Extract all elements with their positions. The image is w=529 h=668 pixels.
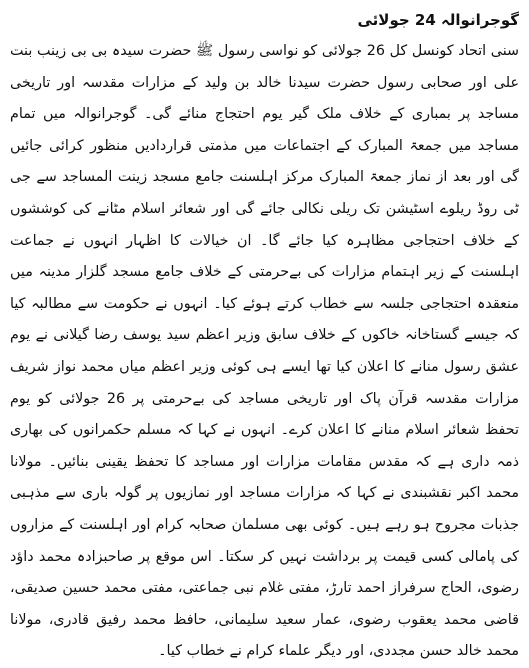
- article-body: سنی اتحاد کونسل کل 26 جولائی کو نواسی رسول ﷺ حضرت سیدہ بی بی زینب بنت علی اور صحابی رسول حضرت سیدنا خالد بن ولید کے مزارات مقدسہ اور تاریخی مساجد پر بمباری کے خلاف ملک گیر یوم احتجاج منائے گی۔ گوجرانوالہ میں تمام مساجد میں جمعۃ المبارک کے اجتماعات میں مذمتی قراردادیں منظور کرائی جائیں گی اور بعد از نماز جمعۃ المبارک مرکز اہلسنت جامع مسجد زینت المساجد سے جی ٹی روڈ ریلوے اسٹیشن تک ریلی نکالی جائے گی اور شعائر اسلام مٹانے کی کوششوں کے خلاف احتجاجی مظاہرہ کیا جائے گا۔ ان خیالات کا اظہار انہوں نے جماعت اہلسنت کے زیر اہتمام مزارات کی بےحرمتی کے خلاف جامع مسجد گلزار مدینہ میں منعقدہ احتجاجی جلسہ سے خطاب کرتے ہوئے کیا۔ انہوں نے حکومت سے مطالبہ کیا کہ جیسے گستاخانہ خاکوں کے خلاف سابق وزیر اعظم سید یوسف رضا گیلانی نے یوم عشق رسول منانے کا اعلان کیا تھا ایسے ہی کوئی وزیر اعظم میاں محمد نواز شریف مزارات مقدسہ قرآن پاک اور تاریخی مساجد کی بےحرمتی پر 26 جولائی کو یوم تحفظ شعائر اسلام منانے کا اعلان کرے۔ انہوں نے کہا کہ مسلم حکمرانوں کی بھاری ذمہ داری ہے کہ مقدس مقامات مزارات اور مساجد کا تحفظ یقینی بنائیں۔ مولانا محمد اکبر نقشبندی نے کہا کہ مزارات مساجد اور نمازیوں پر گولہ باری سے مذہبی جذبات مجروح ہو رہے ہیں۔ کوئی بھی مسلمان صحابہ کرام اور اہلسنت کے مزاروں کی پامالی کسی قیمت پر برداشت نہیں کر سکتا۔ اس موقع پر صاحبزادہ محمد داؤد رضوی، الحاج سرفراز احمد تارڑ، مفتی غلام نبی جماعتی، مفتی محمد حسین صدیقی، قاضی محمد یعقوب رضوی، عمار سعید سلیمانی، حافظ محمد رفیق قادری، مولانا محمد خالد حسن مجددی، اور دیگر علماء کرام نے خطاب کیا۔: [10, 43, 519, 660]
- article-dateline: گوجرانوالہ 24 جولائی: [357, 11, 519, 29]
